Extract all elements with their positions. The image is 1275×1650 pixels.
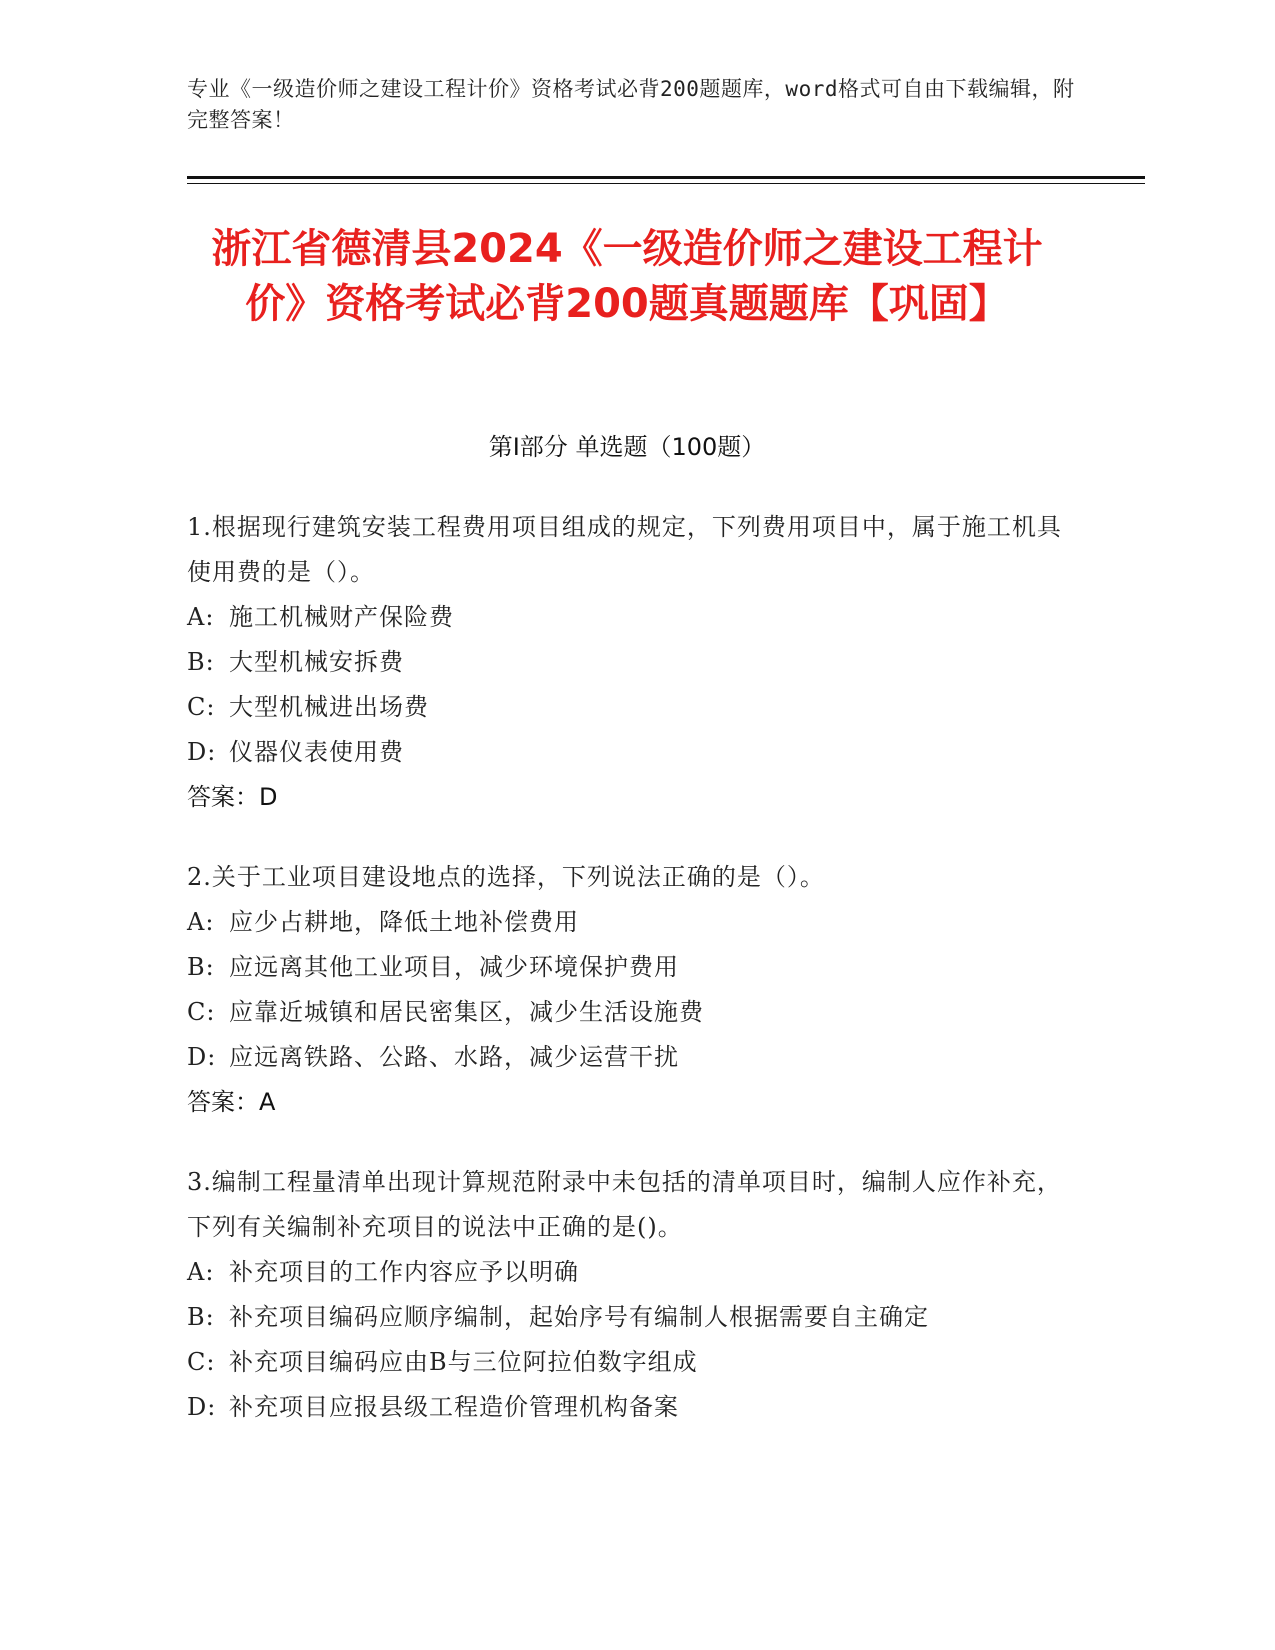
- option-text: 补充项目编码应顺序编制，起始序号有编制人根据需要自主确定: [229, 1303, 929, 1331]
- option-c: [187, 990, 1067, 1035]
- option-key: B:: [187, 648, 215, 676]
- option-text: 仪器仪表使用费: [229, 738, 404, 766]
- option-c: [187, 685, 1067, 730]
- option-key: D:: [187, 1043, 217, 1071]
- option-a: [187, 595, 1067, 640]
- option-text: 大型机械安拆费: [229, 648, 404, 676]
- option-d: [187, 1035, 1067, 1080]
- option-a: [187, 1250, 1067, 1295]
- option-text: 应远离铁路、公路、水路，减少运营干扰: [229, 1043, 679, 1071]
- question-1: [187, 505, 1067, 820]
- option-text: 应远离其他工业项目，减少环境保护费用: [229, 953, 679, 981]
- option-text: 应靠近城镇和居民密集区，减少生活设施费: [229, 998, 704, 1026]
- question-stem: 2.关于工业项目建设地点的选择，下列说法正确的是（）。: [187, 863, 825, 891]
- option-b: [187, 945, 1067, 990]
- option-text: 补充项目的工作内容应予以明确: [229, 1258, 579, 1286]
- option-b: [187, 640, 1067, 685]
- option-key: A:: [187, 1258, 215, 1286]
- option-d: [187, 1385, 1067, 1430]
- option-key: B:: [187, 1303, 215, 1331]
- option-text: 大型机械进出场费: [229, 693, 429, 721]
- option-key: D:: [187, 1393, 217, 1421]
- header-note: 专业《一级造价师之建设工程计价》资格考试必背200题题库，word格式可自由下载编辑，附完整答案！: [187, 77, 1075, 132]
- header-rule-thin: [187, 183, 1145, 184]
- option-text: 补充项目编码应由B与三位阿拉伯数字组成: [229, 1348, 698, 1376]
- section-title: 第I部分 单选题（100题）: [488, 433, 766, 461]
- option-key: A:: [187, 908, 215, 936]
- option-text: 应少占耕地，降低土地补偿费用: [229, 908, 579, 936]
- option-key: B:: [187, 953, 215, 981]
- answer: 答案：A: [187, 1088, 276, 1116]
- option-key: A:: [187, 603, 215, 631]
- header-rule-thick: [187, 176, 1145, 179]
- option-b: [187, 1295, 1067, 1340]
- option-key: C:: [187, 998, 216, 1026]
- question-stem: 3.编制工程量清单出现计算规范附录中未包括的清单项目时，编制人应作补充，下列有关编制补充项目的说法中正确的是()。: [187, 1168, 1062, 1241]
- option-a: [187, 900, 1067, 945]
- answer: 答案：D: [187, 783, 278, 811]
- question-2: [187, 855, 1067, 1125]
- option-text: 施工机械财产保险费: [229, 603, 454, 631]
- option-key: C:: [187, 693, 216, 721]
- document-title: 浙江省德清县2024《一级造价师之建设工程计价》资格考试必背200题真题题库【巩固】: [211, 226, 1043, 327]
- option-key: C:: [187, 1348, 216, 1376]
- option-text: 补充项目应报县级工程造价管理机构备案: [229, 1393, 679, 1421]
- option-d: [187, 730, 1067, 775]
- option-key: D:: [187, 738, 217, 766]
- question-3: [187, 1160, 1067, 1430]
- option-c: [187, 1340, 1067, 1385]
- question-stem: 1.根据现行建筑安装工程费用项目组成的规定，下列费用项目中，属于施工机具使用费的是（）。: [187, 513, 1062, 586]
